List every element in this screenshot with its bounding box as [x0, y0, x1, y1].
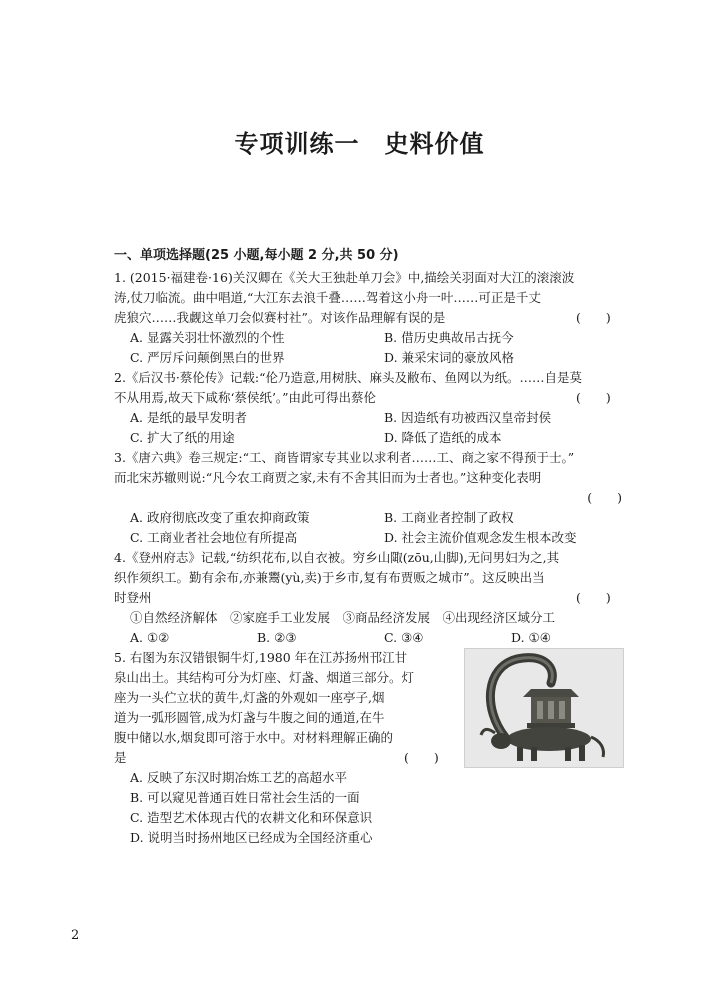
option-c: C. 造型艺术体现古代的农耕文化和环保意识: [130, 810, 373, 825]
bronze-ox-lamp-image: [464, 648, 624, 768]
answer-blank: ( ): [576, 390, 611, 405]
bronze-ox-lamp-icon: [465, 649, 623, 767]
page-number: 2: [71, 928, 80, 943]
question-1-line-1: 1. (2015·福建卷·16)关汉卿在《关大王独赴单刀会》中,描绘关羽面对大江的滚滚波: [114, 270, 575, 285]
option-c: C. 工商业者社会地位有所提高: [130, 530, 298, 545]
option-b: B. ②③: [257, 630, 297, 645]
question-5-line-2: 泉山出土。其结构可分为灯座、灯盏、烟道三部分。灯: [114, 670, 415, 685]
option-a: A. 反映了东汉时期冶炼工艺的高超水平: [130, 770, 347, 785]
question-1: [114, 268, 622, 368]
option-a: A. ①②: [130, 630, 170, 645]
question-1-line-3: 虎狼穴……我觑这单刀会似赛村社”。对该作品理解有误的是: [114, 310, 446, 325]
page-title: 专项训练一 史料价值: [234, 130, 485, 158]
option-b: B. 因造纸有功被西汉皇帝封侯: [384, 410, 552, 425]
question-4-line-1: 4.《登州府志》记载,“纺织花布,以自衣被。穷乡山陬(zōu,山脚),无问男妇为之,其: [114, 550, 560, 565]
question-5-line-6: 是: [114, 750, 127, 765]
option-c: C. 扩大了纸的用途: [130, 430, 235, 445]
answer-blank: ( ): [576, 590, 611, 605]
question-3: [114, 448, 622, 548]
question-list: [114, 268, 622, 848]
question-5-line-6-row: [114, 748, 450, 768]
question-4: [114, 548, 622, 648]
question-5-line-5: 腹中储以水,烟炱即可溶于水中。对材料理解正确的: [114, 730, 393, 745]
question-2-line-1: 2.《后汉书·蔡伦传》记载:“伦乃造意,用树肤、麻头及敝布、鱼网以为纸。……自是莫: [114, 370, 582, 385]
option-a: A. 政府彻底改变了重农抑商政策: [130, 510, 310, 525]
question-2-line-2-row: [114, 388, 622, 408]
option-d: D. 说明当时扬州地区已经成为全国经济重心: [130, 830, 373, 845]
question-1-line-2: 涛,仗刀临流。曲中唱道,“大江东去浪千叠……驾着这小舟一叶……可正是千丈: [114, 290, 541, 305]
question-3-line-2: 而北宋苏辙则说:“凡今农工商贾之家,未有不舍其旧而为士者也。”这种变化表明: [114, 470, 542, 485]
option-d: D. 兼采宋词的豪放风格: [384, 350, 515, 365]
question-4-line-3: 时登州: [114, 590, 152, 605]
question-5-line-1: 5. 右图为东汉错银铜牛灯,1980 年在江苏扬州邗江甘: [114, 650, 408, 665]
question-1-line-3-row: [114, 308, 622, 328]
question-4-line-2: 织作须织工。勤有余布,亦兼鬻(yù,卖)于乡市,复有布贾贩之城市”。这反映出当: [114, 570, 545, 585]
option-b: B. 可以窥见普通百姓日常社会生活的一面: [130, 790, 360, 805]
answer-blank: ( ): [576, 310, 611, 325]
question-2: [114, 368, 622, 448]
question-5-line-3: 座为一头伫立状的黄牛,灯盏的外观如一座亭子,烟: [114, 690, 385, 705]
section-heading: 一、单项选择题(25 小题,每小题 2 分,共 50 分): [114, 248, 399, 263]
option-d: D. ①④: [511, 630, 551, 645]
option-d: D. 降低了造纸的成本: [384, 430, 502, 445]
answer-blank: ( ): [404, 750, 439, 765]
question-4-line-3-row: [114, 588, 622, 608]
option-c: C. 严厉斥问颠倒黑白的世界: [130, 350, 285, 365]
answer-blank: ( ): [587, 490, 622, 505]
option-b: B. 借历史典故吊古抚今: [384, 330, 514, 345]
question-3-line-1: 3.《唐六典》卷三规定:“工、商皆谓家专其业以求利者……工、商之家不得预于士。”: [114, 450, 575, 465]
question-2-line-2: 不从用焉,故天下咸称‘蔡侯纸’。”由此可得出蔡伦: [114, 390, 377, 405]
question-5: [114, 648, 622, 848]
option-d: D. 社会主流价值观念发生根本改变: [384, 530, 577, 545]
option-c: C. ③④: [384, 630, 424, 645]
option-b: B. 工商业者控制了政权: [384, 510, 514, 525]
option-a: A. 是纸的最早发明者: [130, 410, 247, 425]
question-5-line-4: 道为一弧形圆管,成为灯盏与牛腹之间的通道,在牛: [114, 710, 385, 725]
question-4-sub-items: ①自然经济解体 ②家庭手工业发展 ③商品经济发展 ④出现经济区域分工: [130, 610, 556, 625]
option-a: A. 显露关羽壮怀激烈的个性: [130, 330, 285, 345]
